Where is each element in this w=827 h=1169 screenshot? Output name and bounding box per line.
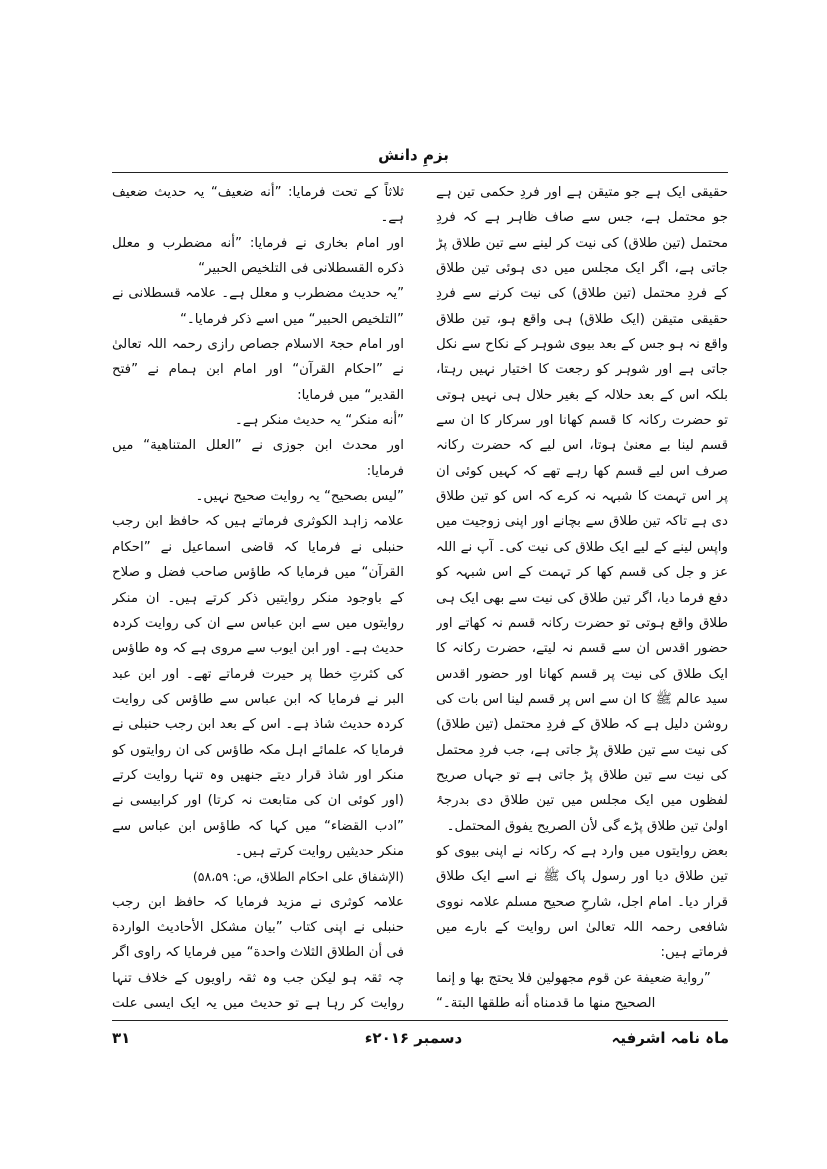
- left-text-column: [112, 180, 404, 1012]
- footer-rule: [112, 1020, 728, 1021]
- arabic-quote: ”روایة ضعیفة عن قوم مجهولین فلا یحتج بها و إنما الصحیح منها ما قدمناه أنه طلقها البتة۔“: [436, 970, 711, 1011]
- citation: (الإشفاق علی احکام الطلاق، ص: ۵۸،۵۹): [192, 869, 404, 885]
- paragraph: علامہ زاہد الکوثری فرماتے ہیں کہ حافظ ابن رجب حنبلی نے فرمایا کہ قاضی اسماعیل نے ”احکام القرآن“ میں فرمایا کہ طاؤس صاحب فضل و صلاح کے باوجود منکر روایتیں ذکر کرتے ہیں۔ ان منکر روایتوں میں سے ابن عباس سے ان کی روایت کردہ حدیث ہے۔ اور ابن ایوب سے مروی ہے کہ وہ طاؤس کی کثرتِ خطا پر حیرت فرماتے تھے۔ اور ابن عبد البر نے فرمایا کہ ابن عباس سے طاؤس کی روایت کردہ حدیث شاذ ہے۔ اس کے بعد ابن رجب حنبلی نے فرمایا کہ علمائے اہل مکہ طاؤس کی ان روایتوں کو منکر اور شاذ قرار دیتے جنھیں وہ تنہا روایت کرتے (اور کوئی ان کی متابعت نہ کرتا) اور کرابیسی نے ”ادب القضاء“ میں کہا کہ طاؤس ابن عباس سے منکر حدیثیں روایت کرتے ہیں۔: [112, 514, 404, 859]
- paragraph: ”أنه منکر“ یہ حدیث منکر ہے۔: [234, 413, 404, 429]
- header-rule: [112, 172, 728, 173]
- paragraph: علامہ کوثری نے مزید فرمایا کہ حافظ ابن رجب حنبلی نے اپنی کتاب ”بیان مشکل الأحادیث الواردة فی أن الطلاق الثلاث واحدة“ میں فرمایا کہ راوی اگر چہ ثقہ ہو لیکن جب وہ ثقہ راویوں کے خلاف تنہا روایت کر رہا ہے تو حدیث میں یہ ایک ایسی علت: [112, 894, 404, 1011]
- paragraph: ثلاثاً کے تحت فرمایا: ”أنه ضعیف“ یہ حدیث ضعیف ہے۔: [112, 185, 404, 226]
- paragraph: ”لیس بصحیح“ یہ روایت صحیح نہیں۔: [195, 489, 404, 505]
- paragraph: حقیقی ایک ہے جو متیقن ہے اور فردِ حکمی تین ہے جو محتمل ہے، جس سے صاف ظاہر ہے کہ فردِ محتمل (تین طلاق) کی نیت کر لینے سے تین طلاق پڑ جاتی ہے، اگر ایک مجلس میں دی ہوئی تین طلاق کے فردِ محتمل (تین طلاق) کی نیت کرنے سے فردِ حقیقی متیقن (ایک طلاق) ہی واقع ہو، تین طلاق واقع نہ ہو جس کے بعد بیوی شوہر کے نکاح سے نکل جاتی ہے اور شوہر کو رجعت کا اختیار نہیں رہتا، بلکہ اس کے بعد حلالہ کے بغیر حلال ہی نہیں ہوتی تو حضرت رکانہ کا قسم کھانا اور سرکار کا ان سے قسم لینا بے معنیٰ ہوتا، اس لیے کہ حضرت رکانہ صرف اس لیے قسم کھا رہے تھے کہ کہیں کوئی ان پر اس تہمت کا شبہہ نہ کرے کہ اس کو تین طلاق دی ہے تاکہ تین طلاق سے بچانے اور اپنی زوجیت میں واپس لینے کے لیے ایک طلاق کی نیت کی۔ آپ نے اللہ عز و جل کی قسم کھا کر تہمت کے اس شبہہ کو دفع فرما دیا، اگر تین طلاق کی نیت سے بھی ایک ہی طلاق واقع ہوتی تو حضرت رکانہ قسم نہ کھاتے اور حضور اقدس ان سے قسم نہ لیتے، حضرت رکانہ کا ایک طلاق کی نیت پر قسم کھانا اور حضور اقدس سید عالم ﷺ کا ان سے اس پر قسم لینا اس بات کی روشن دلیل ہے کہ طلاق کے فردِ محتمل (تین طلاق) کی نیت سے تین طلاق پڑ جاتی ہے، جب فردِ محتمل کی نیت سے تین طلاق پڑ جاتی ہے تو جہاں صریح لفظوں میں ایک مجلس میں تین طلاق دی بدرجۂ اولیٰ تین طلاق پڑے گی لأن الصریح یفوق المحتمل۔: [436, 185, 728, 834]
- paragraph: اور امام حجۃ الاسلام جصاص رازی رحمہ اللہ تعالیٰ نے ”احکام القرآن“ اور امام ابن ہمام نے ”فتح القدیر“ میں فرمایا:: [112, 337, 404, 403]
- magazine-name: ماہ نامہ اشرفیہ: [611, 1029, 729, 1047]
- paragraph: اور امام بخاری نے فرمایا: ”أنه مضطرب و معلل ذکره القسطلانی فی التلخیص الحبیر“: [112, 235, 404, 277]
- section-title: بزمِ دانش: [378, 146, 449, 164]
- paragraph: بعض روایتوں میں وارد ہے کہ رکانہ نے اپنی بیوی کو تین طلاق دیا اور رسول پاک ﷺ نے اسے ایک طلاق قرار دیا۔ امام اجل، شارحِ صحیح مسلم علامہ نووی شافعی رحمہ اللہ تعالیٰ اس روایت کے بارے میں فرماتے ہیں:: [436, 843, 728, 961]
- right-text-column: [436, 180, 728, 1012]
- paragraph: اور محدث ابن جوزی نے ”العلل المتناهیة“ میں فرمایا:: [112, 438, 404, 479]
- page-number: ۳۱: [112, 1029, 131, 1047]
- issue-date: دسمبر ۲۰۱۶ء: [364, 1029, 463, 1047]
- paragraph: ”یہ حدیث مضطرب و معلل ہے۔ علامہ قسطلانی نے ”التلخیص الحبیر“ میں اسے ذکر فرمایا۔“: [112, 286, 404, 327]
